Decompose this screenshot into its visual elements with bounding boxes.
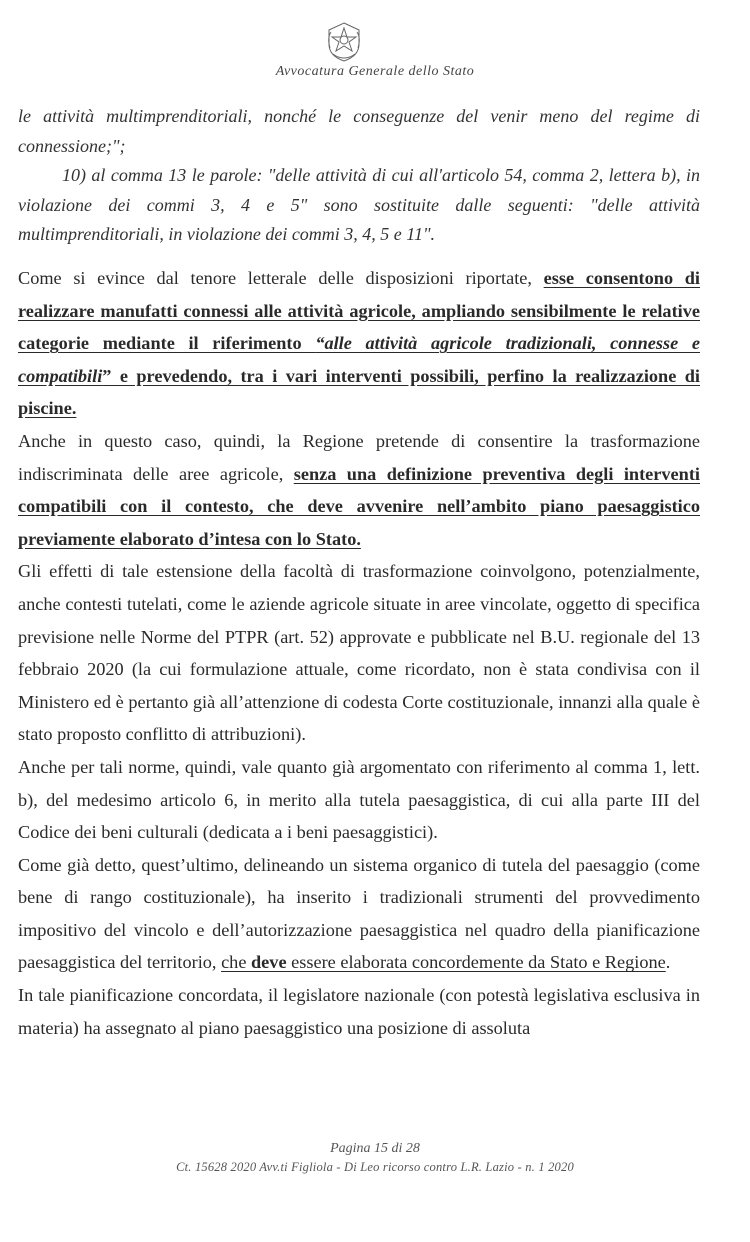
emphasis-italic-text: “alle attività agricole tradizionali, connesse e compatibili [18, 333, 701, 386]
paragraph-1 [18, 262, 700, 425]
emphasis-text: senza una definizione preventiva degli interventi compatibili con il contesto, che deve avvenire nell’ambito piano paesaggistico previamente elaborato d’intesa con lo Stato. [18, 463, 700, 549]
case-reference: Ct. 15628 2020 Avv.ti Figliola - Di Leo ricorso contro L.R. Lazio - n. 1 2020 [176, 1160, 574, 1174]
quote-item-10: 10) al comma 13 le parole: "delle attività di cui all'articolo 54, comma 2, lettera b), in violazione dei commi 3, 4 e 5" sono sostituite dalle seguenti: "delle attività multimprenditoriali, in violazione dei commi 3, 4, 5 e 11". [18, 165, 700, 244]
underlined-text: essere elaborata concordemente da Stato e Regione [286, 952, 666, 973]
paragraph-6: In tale pianificazione concordata, il legislatore nazionale (con potestà legislativa esclusiva in materia) ha assegnato al piano paesaggistico una posizione di assoluta [18, 985, 700, 1038]
emphasis-text: esse consentono di realizzare manufatti connessi alle attività agricole, ampliando sensibilmente le relative categorie mediante il riferimento [18, 268, 700, 354]
paragraph-text: Anche in questo caso, quindi, la Regione pretende di consentire la trasformazione indiscriminata delle aree agricole, [18, 430, 700, 484]
paragraph-text: Come già detto, quest’ultimo, delineando un sistema organico di tutela del paesaggio (come bene di rango costituzionale), ha inserito i tradizionali strumenti del provvedimento impositivo del vincolo e dell’autorizzazione paesaggistica nel quadro della pianificazione paesaggistica del territorio, [18, 854, 700, 973]
paragraph-4: Anche per tali norme, quindi, vale quanto già argomentato con riferimento al comma 1, lett. b), del medesimo articolo 6, in merito alla tutela paesaggistica, di cui alla parte III del Codice dei beni culturali (dedicata a i beni paesaggistici). [18, 756, 700, 843]
office-header: Avvocatura Generale dello Stato [275, 64, 475, 79]
paragraph-5 [18, 849, 700, 979]
emphasis-text: ” e prevedendo, tra i vari interventi possibili, perfino la realizzazione di piscine. [18, 365, 700, 419]
document-body [18, 262, 700, 1044]
state-emblem-icon [323, 20, 365, 64]
paragraph-3: Gli effetti di tale estensione della facoltà di trasformazione coinvolgono, potenzialmente, anche contesti tutelati, come le aziende agricole situate in aree vincolate, oggetto di specifica previsione nelle Norme del PTPR (art. 52) approvate e pubblicate nel B.U. regionale del 13 febbraio 2020 (la cui formulazione attuale, come ricordato, non è stata condivisa con il Ministero ed è pertanto già all’attenzione di codesta Corte costituzionale, innanzi alla quale è stato proposto conflitto di attribuzioni). [18, 561, 700, 745]
paragraph-text: Come si evince dal tenore letterale delle disposizioni riportate, [18, 268, 544, 288]
emphasis-text: deve [251, 952, 287, 973]
quote-line: le attività multimprenditoriali, nonché le conseguenze del venir meno del regime di connessione;"; [18, 106, 700, 156]
page-number: Pagina 15 di 28 [330, 1141, 420, 1156]
underlined-text: che [221, 952, 252, 973]
paragraph-text: . [665, 952, 671, 973]
paragraph-2 [18, 425, 700, 555]
quoted-text [18, 102, 700, 250]
